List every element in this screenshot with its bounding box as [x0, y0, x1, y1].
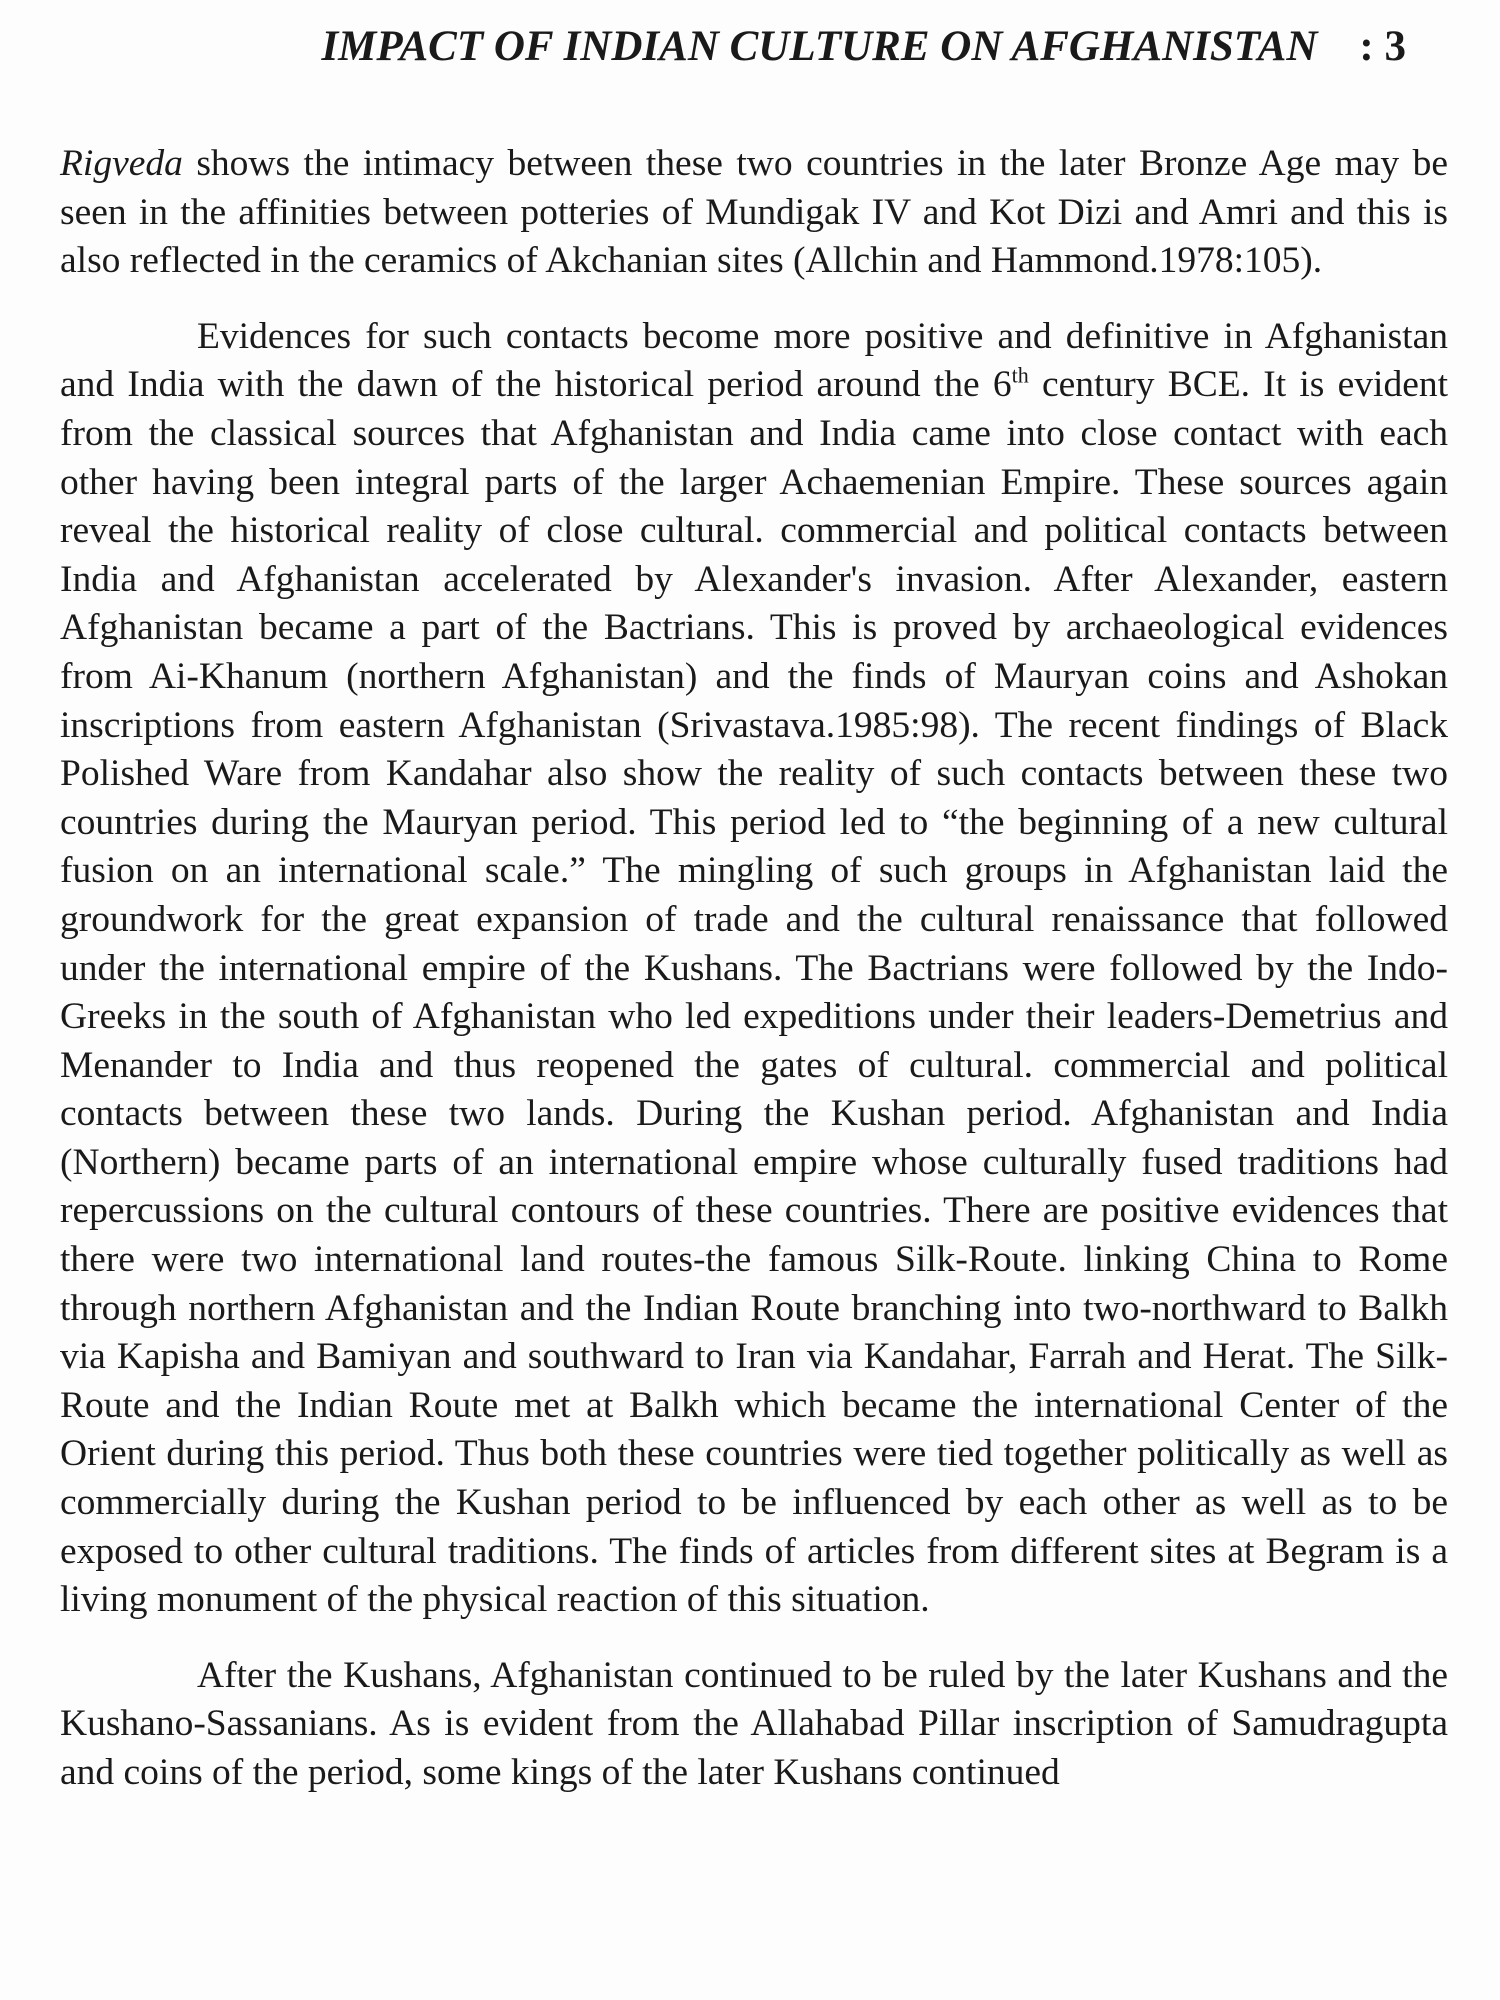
paragraph-2-text-a: Evidences for such contacts become more positive and definitive in Afghanistan and India with the dawn of the historical period around the 6 — [60, 315, 1448, 406]
rigveda-italic: Rigveda — [60, 143, 183, 184]
running-header — [0, 22, 1406, 71]
paragraph-3 — [60, 1652, 1448, 1798]
paragraph-2-text-b: century BCE. It is evident from the classical sources that Afghanistan and India came into close contact with each other having been integral parts of the larger Achaemenian Empire. These sources again reveal the historical reality of close cultural. commercial and political contacts between India and Afghanistan accelerated by Alexander's invasion. After Alexander, eastern Afghanistan became a part of the Bactrians. This is proved by archaeological evidences from Ai-Khanum (northern Afghanistan) and the finds of Mauryan coins and Ashokan inscriptions from eastern Afghanistan (Srivastava.1985:98). The recent findings of Black Polished Ware from Kandahar also show the reality of such contacts between these two countries during the Mauryan period. This period led to “the beginning of a new cultural fusion on an international scale.” The mingling of such groups in Afghanistan laid the groundwork for the great expansion of trade and the cultural renaissance that followed under the international empire of the Kushans. The Bactrians were followed by the Indo-Greeks in the south of Afghanistan who led expeditions under their leaders-Demetrius and Menander to India and thus reopened the gates of cultural. commercial and political contacts between these two lands. During the Kushan period. Afghanistan and India (Northern) became parts of an international empire whose culturally fused traditions had repercussions on the cultural contours of these countries. There are positive evidences that there were two international land routes-the famous Silk-Route. linking China to Rome through northern Afghanistan and the Indian Route branching into two-northward to Balkh via Kapisha and Bamiyan and southward to Iran via Kandahar, Farrah and Herat. The Silk-Route and the Indian Route met at Balkh which became the international Center of the Orient during this period. Thus both these countries were tied together politically as well as commercially during the Kushan period to be influenced by each other as well as to be exposed to other cultural traditions. The finds of articles from different sites at Begram is a living monument of the physical reaction of this situation. — [60, 364, 1449, 1621]
paragraph-1 — [60, 140, 1448, 286]
paragraph-3-text: After the Kushans, Afghanistan continued to be ruled by the later Kushans and the Kushano-Sassanians. As is evident from the Allahabad Pillar inscription of Samudragupta and coins of the period, some kings of the later Kushans continued — [60, 1654, 1448, 1793]
body-text — [60, 140, 1448, 1798]
page-number: : 3 — [1359, 23, 1406, 70]
chapter-title: IMPACT OF INDIAN CULTURE ON AFGHANISTAN — [321, 23, 1318, 70]
paragraph-2 — [60, 313, 1448, 1625]
ordinal-superscript: th — [1011, 362, 1029, 388]
paragraph-1-text: shows the intimacy between these two countries in the later Bronze Age may be seen in the affinities between potteries of Mundigak IV and Kot Dizi and Amri and this is also reflected in the ceramics of Akchanian sites (Allchin and Hammond.1978:105). — [60, 143, 1448, 282]
